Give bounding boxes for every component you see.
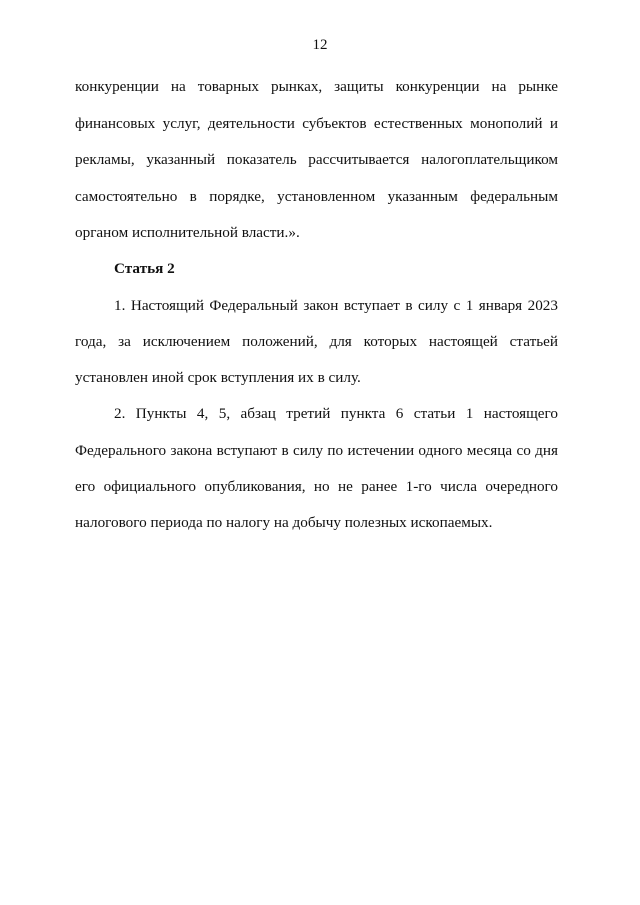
paragraph-line: финансовых услуг, деятельности субъектов естественных монополий и [75, 115, 558, 132]
item-1-line: 1. Настоящий Федеральный закон вступает в силу с 1 января 2023 [114, 297, 558, 314]
item-2-line: налогового периода по налогу на добычу полезных ископаемых. [75, 514, 493, 531]
item-1-line: года, за исключением положений, для которых настоящей статьей [75, 333, 558, 350]
item-1-line: установлен иной срок вступления их в силу. [75, 369, 361, 386]
paragraph-line: самостоятельно в порядке, установленном указанным федеральным [75, 188, 558, 205]
paragraph-line: органом исполнительной власти.». [75, 224, 300, 241]
page-number: 12 [312, 37, 328, 53]
paragraph-line: конкуренции на товарных рынках, защиты конкуренции на рынке [75, 78, 558, 95]
paragraph-line: рекламы, указанный показатель рассчитывается налогоплательщиком [75, 151, 558, 168]
item-2-line: 2. Пункты 4, 5, абзац третий пункта 6 статьи 1 настоящего [114, 405, 558, 422]
article-heading: Статья 2 [114, 260, 175, 277]
item-2-line: его официального опубликования, но не ранее 1-го числа очередного [75, 478, 558, 495]
item-2-line: Федерального закона вступают в силу по истечении одного месяца со дня [75, 442, 558, 459]
